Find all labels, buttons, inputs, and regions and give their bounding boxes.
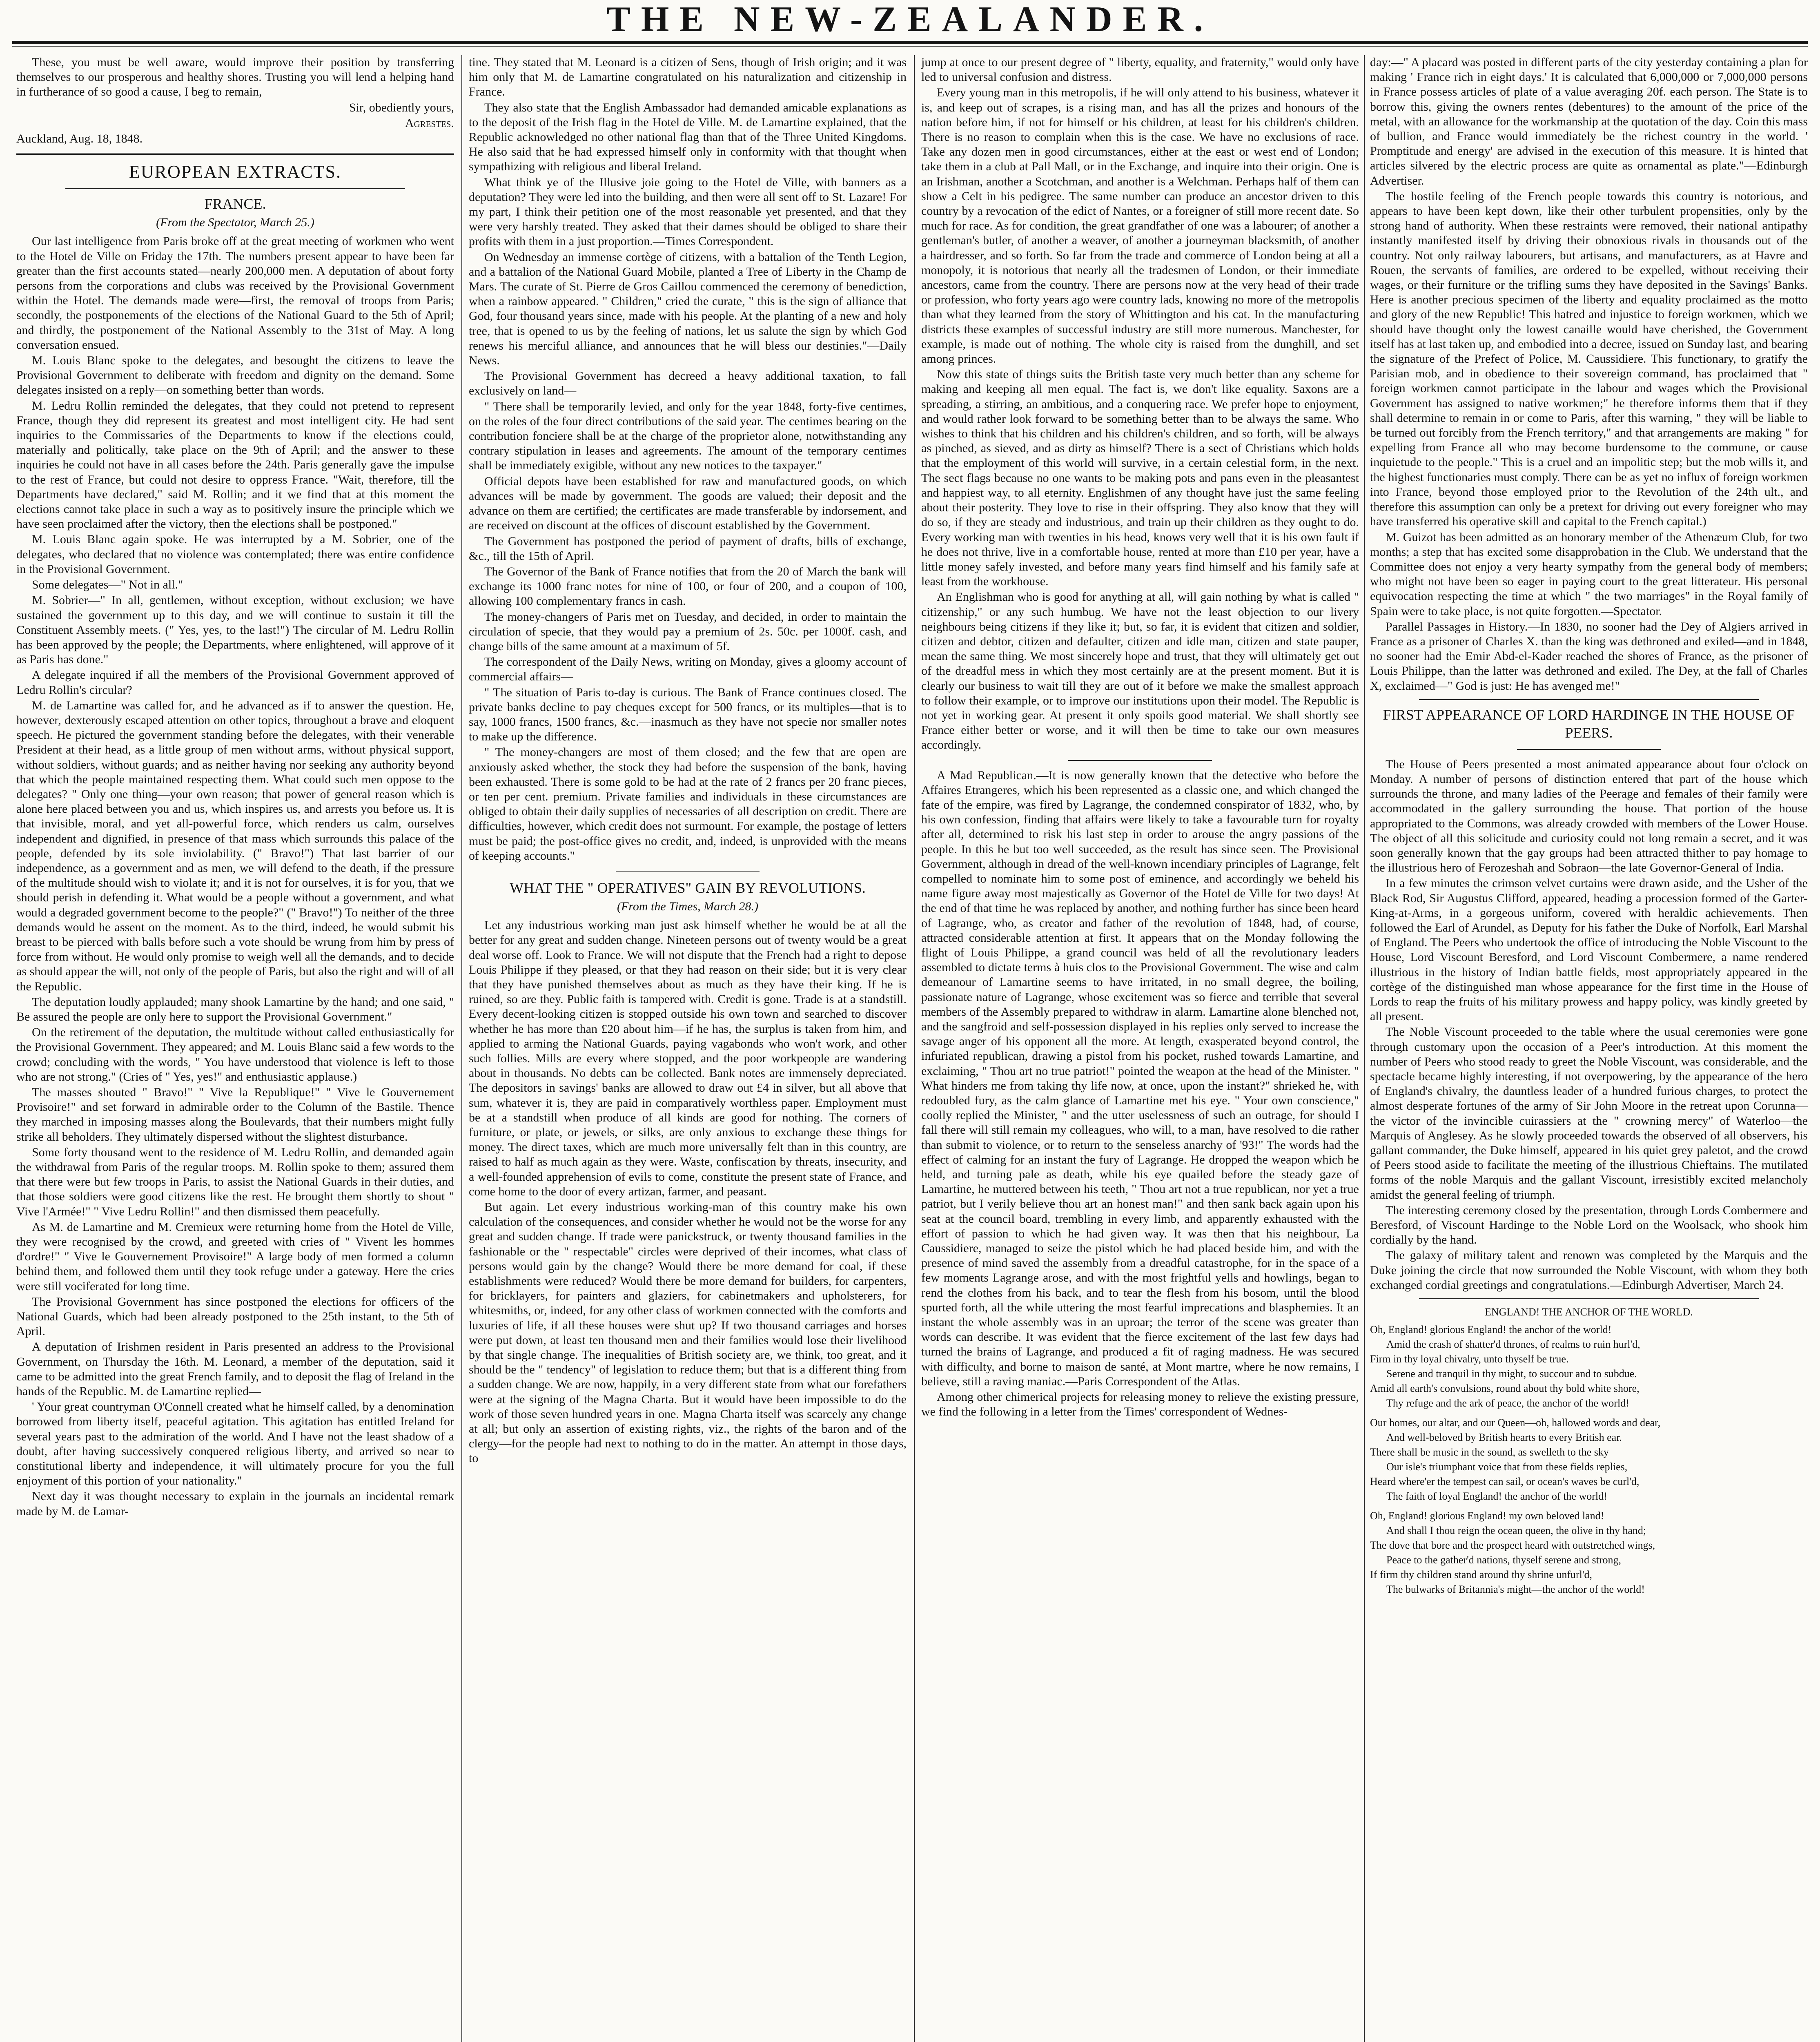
poem-line: Our isle's triumphant voice that from these fields replies, (1386, 1461, 1628, 1473)
poem-line: The bulwarks of Britannia's might—the anchor of the world! (1386, 1583, 1645, 1596)
paragraph: In a few minutes the crimson velvet curtains were drawn aside, and the Usher of the Black Rod, Sir Augustus Clifford, appeared, heading a procession formed of the Garter-King-at-Arms, in a gorgeous uniform, covered with heraldic achievements. Then followed the Earl of Arundel, as Deputy for his father the Duke of Norfolk, Earl Marshal of England. The Peers who undertook the office of introducing the Noble Viscount to the House, Lord Viscount Beresford, and Lord Viscount Combermere, a name rendered illustrious in the history of Indian battle fields, most appropriately appeared in the cortège of the distinguished man whose appearance for the first time in the House of Lords to reap the fruits of his military prowess and happy policy, was kindly greeted by all present. (1370, 876, 1808, 1023)
column-4 (1370, 55, 1808, 2042)
paragraph: jump at once to our present degree of " liberty, equality, and fraternity," would only have led to universal confusion and distress. (921, 56, 1359, 84)
paragraph: The interesting ceremony closed by the presentation, through Lords Combermere and Beresford, of Viscount Hardinge to the Noble Lord on the Woolsack, who shook him cordially by the hand. (1370, 1203, 1808, 1247)
paragraph: They also state that the English Ambassador had demanded amicable explanations as to the deposit of the Irish flag in the Hotel de Ville. M. de Lamartine explained, that the Republic acknowledged no other national flag than that of the Three United Kingdoms. He also said that he had expressed himself only in conformity with that thought when sympathizing with religious and liberal Ireland. (469, 100, 907, 174)
article-title-hardinge: FIRST APPEARANCE OF LORD HARDINGE IN THE HOUSE OF PEERS. (1383, 706, 1795, 741)
poem-line: Serene and tranquil in thy might, to succour and to subdue. (1386, 1368, 1637, 1380)
paragraph: M. Guizot has been admitted as an honorary member of the Athenæum Club, for two months; a step that has excited some disapprobation in the Club. We understand that the Committee does not enjoy a very hearty sympathy from the general body of members; who might not have been so eager in paying court to the great litterateur. His personal equivocation respecting the time at which " the two marriages" in the Royal family of Spain were to take place, is not quite forgotten.—Spectator. (1370, 530, 1808, 618)
paragraph: On the retirement of the deputation, the multitude without called enthusiastically for the Provisional Government. They appeared; and M. Louis Blanc said a few words to the crowd; concluding with the words, " You have understood that violence is left to those who are not strong." (Cries of " Yes, yes!" and enthusiastic applause.) (16, 1025, 454, 1083)
letter-paragraph: These, you must be well aware, would improve their position by transferring themselves to our prosperous and healthy shores. Trusting you will lend a helping hand in furtherance of so good a cause, I beg to remain, (16, 56, 454, 99)
paragraph: Now this state of things suits the British taste very much better than any scheme for making and keeping all men equal. The fact is, we don't like equality. Saxons are a spreading, a stirring, an ambitious, and a conquering race. We prefer hope to enjoyment, and would rather look forward to be something better than to be always the same. Who wishes to think that his children and his children's children, and so forth, will be always as pinched, as sieved, and as dirty as himself? There is a sect of Christians which holds that the employment of this world will survive, in a certain celestial form, in the next. The sect flags because no one wants to be making pots and pans even in the pleasantest and happiest way, to all eternity. Englishmen of any thought have just the same feeling about their posterity. They love to rise in their offspring. They also know that they will do so, if they are steady and industrious, and train up their children as they ought to do. Every working man with twenties in his head, knows very well that it is his own fault if he does not thrive, live in a comfortable house, rented at more than £10 per year, have a little money safely invested, and before many years find himself and his family safe at least from the workhouse. (921, 368, 1359, 589)
poem-line: Oh, England! glorious England! the anchor of the world! (1370, 1324, 1612, 1336)
paragraph: As M. de Lamartine and M. Cremieux were returning home from the Hotel de Ville, they were recognised by the crowd, and greeted with cries of " Vivent les hommes d'ordre!" " Vive le Gouvernement Provisoire!" A large body of men formed a column behind them, and followed them until they took refuge under a gateway. Here the cries were still vociferated for long time. (16, 1220, 454, 1293)
divider (1068, 760, 1212, 761)
paragraph: Among other chimerical projects for releasing money to relieve the existing pressure, we find the following in a letter from the Times' correspondent of Wednes- (921, 1390, 1359, 1419)
paragraph: The correspondent of the Daily News, writing on Monday, gives a gloomy account of commercial affairs— (469, 655, 907, 684)
divider (65, 188, 405, 189)
paragraph: Our last intelligence from Paris broke off at the great meeting of workmen who went to the Hotel de Ville on Friday the 17th. The numbers present appear to have been far greater than the first accounts stated—nearly 200,000 men. A deputation of about forty persons from the corporations and clubs was received by the Provisional Government within the Hotel. The demands made were—first, the removal of troops from Paris; secondly, the postponements of the elections of the National Guard to the 5th of April; and thirdly, the postponement of the National Assembly to the 31st of May. A long conversation ensued. (16, 234, 454, 352)
poem-line: Peace to the gather'd nations, thyself serene and strong, (1386, 1554, 1622, 1566)
paragraph: On Wednesday an immense cortège of citizens, with a battalion of the Tenth Legion, and a battalion of the National Guard Mobile, planted a Tree of Liberty in the Champ de Mars. The curate of St. Pierre de Gros Caillou commenced the ceremony of benediction, when a rainbow appeared. " Children," cried the curate, " this is the sign of alliance that God, four thousand years since, made with his people. At the planting of a new and holy tree, that is opened to us by the feeling of nations, let us salute the sign by which God renews his merciful alliance, and announces that he will bless our destinies."—Daily News. (469, 250, 907, 368)
column-rule (914, 55, 915, 2042)
column-1 (16, 55, 454, 2042)
paragraph: " The money-changers are most of them closed; and the few that are open are anxiously asked whether, the stock they had before the suspension of the bank, having been exhausted. There is some gold to be had at the rate of 2 francs per 20 franc pieces, or ten per cent. premium. Private families and individuals in these circumstances are obliged to obtain their daily supplies of necessaries of all description on credit. There are difficulties, however, which credit does not surmount. For example, the postage of letters must be paid; the post-office gives no credit, and, indeed, is unprovided with the means of keeping accounts." (469, 745, 907, 863)
poem-line: Our homes, our altar, and our Queen—oh, hallowed words and dear, (1370, 1417, 1661, 1429)
paragraph: An Englishman who is good for anything at all, will gain nothing by what is called " citizenship," or any such humbug. We have not the least objection to our livery neighbours being citizens if they like it; but, so far, it is evident that citizen and soldier, citizen and debtor, citizen and defaulter, citizen and idle man, citizen and state pauper, mean the same thing. We most sincerely hope and trust, that they will ultimately get out of the dreadful mess in which they most certainly are at the present moment. But it is clearly our business to wait till they are out of it before we make the smallest approach to follow their example, or to improve our institutions upon their model. The Republic is not yet in working gear. At present it only spoils good material. We shall shortly see France either better or worse, and it will then be time to take our own measures accordingly. (921, 590, 1359, 752)
paragraph: What think ye of the Illusive joie going to the Hotel de Ville, with banners as a deputation? They were led into the building, and then were all sent off to St. Lazare! For my part, I think their petition one of the most reasonable yet presented, and that they were very harshly treated. They asked that their dames should be obliged to share their profits with them in a just proportion.—Times Correspondent. (469, 175, 907, 248)
poem-line: There shall be music in the sound, as swelleth to the sky (1370, 1446, 1609, 1458)
paragraph: The deputation loudly applauded; many shook Lamartine by the hand; and one said, " Be assured the people are only here to support the Provisional Government." (16, 995, 454, 1023)
paragraph: The Governor of the Bank of France notifies that from the 20 of March the bank will exchange its 1000 franc notes for nine of 100, or four of 200, and a coupon of 100, allowing 100 complementary francs in cash. (469, 564, 907, 608)
paragraph: Some forty thousand went to the residence of M. Ledru Rollin, and demanded again the withdrawal from Paris of the regular troops. M. Rollin spoke to them; assured them that there were but few troops in Paris, to assist the National Guards in their duties, and that those soldiers were good citizens like the rest. He brought them shortly to shout " Vive l'Armée!" " Vive Ledru Rollin!" and then dismissed them peacefully. (16, 1145, 454, 1218)
article-source: (From the Times, March 28.) (617, 899, 759, 913)
paragraph: The money-changers of Paris met on Tuesday, and decided, in order to maintain the circulation of specie, that they would pay a premium of 2s. 50c. per 1000f. cash, and change bills of the same amount at a maximum of 5f. (469, 610, 907, 653)
paragraph: The galaxy of military talent and renown was completed by the Marquis and the Duke joining the circle that now surrounded the Noble Viscount, with whom they both exchanged cordial greetings and congratulations.—Edinburgh Advertiser, March 24. (1370, 1248, 1808, 1292)
paragraph: The Provisional Government has since postponed the elections for officers of the National Guards, which had been already postponed to the 25th instant, to the 5th of April. (16, 1295, 454, 1338)
poem-line: If firm thy children stand around thy shrine unfurl'd, (1370, 1569, 1593, 1581)
paragraph: Official depots have been established for raw and manufactured goods, on which advances will be made by government. The goods are valued; their deposit and the advance on them are certified; the certificates are made transferable by indorsement, and are received on discount at the offices of discount established by the Government. (469, 474, 907, 533)
paragraph: M. Louis Blanc spoke to the delegates, and besought the citizens to leave the Provisional Government to deliberate with freedom and dignity on the demand. Some delegates insisted on a reply—on something better than words. (16, 354, 454, 397)
paragraph-mad-republican: A Mad Republican.—It is now generally known that the detective who before the Affaires Etrangeres, which his been represented as a classic one, and which changed the fate of the empire, was fired by Lagrange, the condemned conspirator of 1832, who, by his own confession, finding that affairs were likely to take a favourable turn for royalty after all, determined to risk his last step in order to arouse the angry passions of the people. In this he but too well succeeded, as the result has since seen. The Provisional Government, although in dread of the well-known incendiary principles of Lagrange, felt compelled to nominate him to some post of eminence, and accordingly we beheld his name figure away most majestically as Governor of the Hotel de Ville for two days! At the end of that time he was replaced by another, and nothing further has since been heard of Lagrange, who, as creator and father of the revolution of 1848, had, of course, attracted considerable attention at first. It appears that on the Monday following the flight of Louis Philippe, a grand council was held of all the revolutionary leaders assembled to dictate terms à huis clos to the Provisional Government. The wise and calm demeanour of Lamartine seems to have irritated, in no small degree, the boiling, passionate nature of Lagrange, whose excitement was so fierce and terrible that several members of the Assembly prepared to withdraw in alarm. Lamartine alone blenched not, and the sangfroid and self-possession displayed in his replies only served to increase the savage anger of his opponent all the more. At length, exasperated beyond control, the infuriated republican, drawing a pistol from his pocket, rushed towards Lamartine, and exclaiming, " Thou art no true patriot!" pointed the weapon at the head of the Minister. " What hinders me from taking thy life now, at once, upon the instant?" shrieked he, with redoubled fury, as the calm glance of Lamartine met his eye. " Your own conscience," coolly replied the Minister, " and the utter uselessness of such an outrage, for should I fall there will still remain my colleagues, who will, to a man, have resolved to die rather than submit to violence, or to return to the senseless anarchy of '93!" The words had the effect of calming for an instant the fury of Lagrange. He dropped the weapon which he held, and turning pale as death, while his eye quailed before the steady gaze of Lamartine, he muttered between his teeth, " Thou art not a true republican, nor yet a true patriot, but I verily believe thou art an honest man!" and then sank back again upon his seat at the council board, trembling in every limb, and apparently exhausted with the effort of passion to which he had given way. It was then that his neighbour, La Caussidiere, managed to seize the pistol which he had placed beside him, and with the presence of mind saved the assembly from a dreadful catastrophe, for in the space of a few moments Lagrange arose, and with the most frightful yells and howlings, began to rend the clothes from his back, and to tear the flesh from his bosom, until the blood spurted forth, all the while uttering the most fearful imprecations and blasphemies. It an instant the whole assembly was in an uproar; the terror of the scene was greater than words can describe. It was evident that the fierce excitement of the last few days had turned the brains of Lagrange, and produced a fit of raging madness. He was secured with difficulty, and borne to maison de santé, at Mont martre, where he now remains, I believe, still a raving maniac.—Paris Correspondent of the Atlas. (921, 768, 1359, 1388)
poem-line: Firm in thy loyal chivalry, unto thyself be true. (1370, 1353, 1569, 1365)
poem-line: Thy refuge and the ark of peace, the anchor of the world! (1386, 1397, 1629, 1409)
paragraph: A delegate inquired if all the members of the Provisional Government approved of Ledru Rollin's circular? (16, 668, 454, 697)
poem-line: And shall I thou reign the ocean queen, the olive in thy hand; (1386, 1525, 1646, 1537)
paragraph: M. de Lamartine was called for, and he advanced as if to answer the question. He, however, dexterously escaped attention on other topics, throughout a brave and eloquent speech. He pictured the government standing before the delegates, with their venerable President at their head, as a little group of men without arms, without physical support, without soldiers, without guards; and as neither having nor seeking any authority beyond that which the people maintained respecting them. What could such men oppose to the delegates? " Only one thing—your own reason; that power of general reason which is alone here placed between you and us, which inspires us, and arrests you before us. It is that invisible, moral, and yet all-powerful force, which renders us calm, ourselves independent and dignified, in presence of that mass which surrounds this palace of the people, defended by its sole inviolability. (" Bravo!") That last barrier of our independence, as a government and as men, we will defend to the death, if the pressure of the multitude should wish to violate it; and it is not for ourselves, it is for you, that we should perish in defending it. What would be a people without a government, and what would a degraded government become to the people?" (" Bravo!") To neither of the three demands would he assent on the moment. As to the third, indeed, he would submit his breast to be pierced with balls before such a vote should be wrung from him by press of force from without. He would only promise to weigh well all the demands, and to decide as should appear the will, not only of the people of Paris, but also the right and will of all the Republic. (16, 698, 454, 993)
poem-line: The dove that bore and the prospect heard with outstretched wings, (1370, 1539, 1655, 1552)
paragraph: M. Sobrier—" In all, gentlemen, without exception, without exclusion; we have sustained the government up to this day, and we will continue to sustain it till the Constituent Assembly meets. (" Yes, yes, to the last!") The circular of M. Ledru Rollin has been approved by the people; the Departments, where enlightened, will approve of it as Paris has done." (16, 593, 454, 667)
section-rule (16, 153, 454, 155)
poem-line: Amid all earth's convulsions, round about thy bold white shore, (1370, 1382, 1640, 1395)
article-title-france: FRANCE. (204, 196, 266, 212)
poem-line: Amid the crash of shatter'd thrones, of realms to ruin hurl'd, (1386, 1338, 1640, 1351)
paragraph: A deputation of Irishmen resident in Paris presented an address to the Provisional Government, on Thursday the 16th. M. Leonard, a member of the deputation, said it came to be admitted into the great French family, and to deposit the flag of Ireland in the hands of the Republic. M. de Lamartine replied— (16, 1340, 454, 1398)
paragraph: The Provisional Government has decreed a heavy additional taxation, to fall exclusively on land— (469, 369, 907, 398)
article-title-operatives: WHAT THE " OPERATIVES" GAIN BY REVOLUTIONS. (510, 879, 866, 896)
letter-signature: Agrestes. (405, 116, 454, 130)
poem (1370, 1323, 1808, 1596)
column-2 (469, 55, 907, 2042)
section-title: EUROPEAN EXTRACTS. (129, 162, 342, 182)
poem-line: The faith of loyal England! the anchor of the world! (1386, 1490, 1607, 1503)
paragraph: ' Your great countryman O'Connell created what he himself called, by a denomination borrowed from liberty itself, peaceful agitation. This agitation has entitled Ireland for several years past to the admiration of the world. And I have not the least shadow of a doubt, after having successively conquered religious liberty, and arrived so near to constitutional liberty and independence, it will ultimately procure for you the full enjoyment of this portion of your nationality." (16, 1400, 454, 1488)
paragraph: The House of Peers presented a most animated appearance about four o'clock on Monday. A number of persons of distinction entered that part of the house which surrounds the throne, and many ladies of the Peerage and females of their family were accommodated in the gallery surrounding the house. That portion of the house appropriated to the Commons, was already crowded with members of the Lower House. The object of all this solicitude and curiosity could not long remain a secret, and it was soon generally known that the gay groups had been attracted thither to pay homage to the illustrious hero of Ferozeshah and Sobraon—the late Governor-General of India. (1370, 757, 1808, 875)
column-3 (921, 55, 1359, 2042)
paragraph: The Government has postponed the period of payment of drafts, bills of exchange, &c., till the 15th of April. (469, 534, 907, 563)
poem-title: ENGLAND! THE ANCHOR OF THE WORLD. (1485, 1306, 1693, 1318)
poem-line: And well-beloved by British hearts to every British ear. (1386, 1431, 1622, 1444)
poem-line: Oh, England! glorious England! my own beloved land! (1370, 1510, 1604, 1522)
paragraph: tine. They stated that M. Leonard is a citizen of Sens, though of Irish origin; and it was him only that M. de Lamartine congratulated on his naturalization and citizenship in France. (469, 56, 907, 99)
paragraph: Next day it was thought necessary to explain in the journals an incidental remark made by M. de Lamar- (16, 1489, 454, 1518)
paragraph: Let any industrious working man just ask himself whether he would be at all the better for any great and sudden change. Nineteen persons out of twenty would be a great deal worse off. Look to France. We will not dispute that the French had a right to depose Louis Philippe if they pleased, or that they had reason on their side; but it is very clear that they have punished themselves about as much as they have their king. If he is ruined, so are they. Public faith is tampered with. Credit is gone. Trade is at a standstill. Every decent-looking citizen is stopped outside his own town and searched to discover whether he has more than £20 about him—if he has, the surplus is taken from him, and applied to arming the National Guards, paying vagabonds who won't work, and other such follies. Mills are every where stopped, and the poor workpeople are wandering about in thousands. No debts can be collected. Bank notes are immensely depreciated. The depositors in savings' banks are allowed to draw out £4 in silver, but all above that sum, whatever it is, they are paid in comparatively worthless paper. Employment must be at a standstill when produce of all kinds are good for nothing. The corners of furniture, or plate, or jewels, or silks, are only anxious to exchange these things for money. The direct taxes, which are much more universally felt than in this country, are raised to half as much again as they were. Waste, confiscation by threats, insecurity, and a well-founded apprehension of evils to come, constitute the present state of France, and come home to the door of every artizan, farmer, and peasant. (469, 918, 907, 1198)
paragraph: Every young man in this metropolis, if he will only attend to his business, whatever it is, and keep out of scrapes, is a rising man, and has all the prizes and honours of the nation before him, if not for himself or his children, at least for his children's children. There is no reason to complain when this is the case. We have no exclusions of race. Take any dozen men in good circumstances, either at the east or west end of London; take them in a club at Pall Mall, or in the Exchange, and inquire into their origin. One is an Irishman, another a Scotchman, and another is a Welchman. Perhaps half of them can show a Celt in his pedigree. The same number can produce an ancestor driven to this country by a revocation of the edict of Nantes, or a foreigner of still more recent date. So much for race. As for condition, the great grandfather of one was a labourer; of another a gentleman's butler, of another a weaver, of another a journeyman blacksmith, of another a hairdresser, and so forth. So far from the trade and commerce of London being at all a monopoly, it is notorious that nearly all the tradesmen of London, or their immediate ancestors, came from the country. There are persons now at the very head of their trade or profession, who forty years ago were country lads, knowing no more of the metropolis than what they learned from the story of Whittington and his cat. In the manufacturing districts these examples of successful industry are still more numerous. Manchester, for example, is made out of nothing. The whole city is raised from the dunghill, and set among princes. (921, 86, 1359, 366)
article-source: (From the Spectator, March 25.) (156, 216, 314, 230)
divider (1517, 749, 1661, 750)
divider (1419, 699, 1759, 700)
paragraph: " There shall be temporarily levied, and only for the year 1848, forty-five centimes, on the roles of the four direct contributions of the said year. The centimes bearing on the contribution fonciere shall be at the charge of the proprietor alone, notwithstanding any contrary stipulation in leases and agreements. The amount of the temporary centimes shall be immediately exigible, without any new notices to the taxpayer." (469, 399, 907, 473)
paragraph: The Noble Viscount proceeded to the table where the usual ceremonies were gone through customary upon the occasion of a Peer's introduction. At this moment the number of Peers who stood ready to greet the Noble Viscount, was considerable, and the spectacle became highly interesting, if not overpowering, by the appearance of the hero of England's chivalry, the dauntless leader of a hundred furious charges, to protect the almost desperate fortunes of the army of Sir John Moore in the retreat upon Corunna—the victor of the invincible cuirassiers at the " crowning mercy" of Waterloo—the Marquis of Anglesey. As he slowly proceeded towards the observed of all observers, his gallant commander, the Duke himself, appeared in his quiet grey paletot, and the crowd of Peers stood aside to facilitate the meeting of the illustrious Chieftains. The mutilated forms of the noble Marquis and the gallant Viscount, irresistibly excited melancholy amidst the general feeling of triumph. (1370, 1025, 1808, 1202)
divider (616, 871, 760, 872)
masthead: THE NEW-ZEALANDER. (606, 0, 1214, 39)
divider (1419, 1298, 1759, 1299)
paragraph: The hostile feeling of the French people towards this country is notorious, and appears to have been kept down, like their other turbulent propensities, only by the strong hand of authority. When these restraints were removed, their national antipathy instantly manifested itself by driving their obnoxious rivals in thousands out of the country. Not only railway labourers, but artisans, and manufacturers, as at Havre and Rouen, the servants of families, are ordered to be expelled, without receiving their wages, or their furniture or the trifling sums they have deposited in the Savings' Banks. Here is another precious specimen of the liberty and equality proclaimed as the motto and glory of the new Republic! This hatred and injustice to foreign workmen, which we should have thought only the lowest canaille would have cherished, the Government itself has at last taken up, and embodied into a decree, issued on Sunday last, and bearing the signature of the Prefect of Police, M. Caussidiere. This functionary, to gratify the Parisian mob, and in obedience to their sovereign command, has proclaimed that " foreign workmen cannot participate in the labour and wages which the Provisional Government has assigned to native workmen;" he therefore informs them that if they shall determine to remain in or come to Paris, after this warning, " they will be liable to be turned out forcibly from the French territory," and that arrangements are making " for expelling from France all who may become burdensome to the commune, or cause inquietude to the people." This is a cruel and an impolitic step; but the mob wills it, and the highest functionaries must comply. There can be as yet no influx of foreign workmen into France, beyond those employed prior to the Revolution of the 24th ult., and therefore this assumption can only be a pretext for driving out every foreigner who may have transferred his operative skill and capital to the French capital.) (1370, 189, 1808, 528)
paragraph-parallel-passages: Parallel Passages in History.—In 1830, no sooner had the Dey of Algiers arrived in France as a prisoner of Charles X. than the king was dethroned and exiled—and in 1848, no sooner had the Emir Abd-el-Kader reached the shores of France, as the prisoner of Louis Philippe, than the latter was dethroned and exiled. The Dey, at the fall of Charles X, exclaimed—" God is just: He has avenged me!" (1370, 620, 1808, 693)
letter-dateline: Auckland, Aug. 18, 1848. (16, 132, 143, 146)
paragraph: But again. Let every industrious working-man of this country make his own calculation of the consequences, and consider whether he would not be the worse for any great and sudden change. If trade were panickstruck, or twenty thousand families in the fashionable or the " respectable" circles were deprived of their incomes, what class of persons would gain by the change? Would there be more demand for coal, if these establishments were reduced? Would there be more demand for builders, for carpenters, for bricklayers, for painters and glaziers, for cabinetmakers and upholsterers, for whitesmiths, or, indeed, for any other class of workmen connected with the comforts and luxuries of life, if all these houses were shut up? If two thousand carriages and horses were put down, at least ten thousand men and their families would lose their livelihood by that single change. The inequalities of British society are, we think, too great, and it should be the " tendency" of legislation to reduce them; but that is a different thing from a sudden change. We are now, happily, in a very different state from what our forefathers were at the signing of the Magna Charta. But it would have been impossible to do the work of those seven hundred years in one. Magna Charta itself was scarcely any change at all; but only an assertion of existing rights, viz., the rights of the baron and of the clergy—for the people had next to nothing to do in the matter. An attempt in those days, to (469, 1200, 907, 1465)
paragraph: M. Louis Blanc again spoke. He was interrupted by a M. Sobrier, one of the delegates, who declared that no violence was contemplated; there was entire confidence in the Provisional Government. (16, 533, 454, 576)
column-rule (1364, 55, 1365, 2042)
poem-line: Heard where'er the tempest can sail, or ocean's waves be curl'd, (1370, 1476, 1640, 1488)
column-rule (461, 55, 462, 2042)
paragraph: Some delegates—" Not in all." (32, 578, 183, 592)
masthead-rule (12, 41, 1808, 47)
paragraph: M. Ledru Rollin reminded the delegates, that they could not pretend to represent France, though they did represent its greatest and most intelligent city. He had sent inquiries to the Commissaries of the Departments to know if the elections could, materially and politically, take place on the 9th of April; and the answer to these inquiries he could not have in all cases before the 24th. Paris generally gave the impulse to the rest of France, but could not desire to oppress France. "Wait, therefore, till the Departments have declared," said M. Rollin; and it we find that at this moment the elections cannot take place in such a way as to positively insure the principle which we have seen proclaimed after the victory, then the elections shall be postponed." (16, 399, 454, 531)
letter-close: Sir, obediently yours, (349, 100, 454, 114)
paragraph: day:—" A placard was posted in different parts of the city yesterday containing a plan for making ' France rich in eight days.' It is calculated that 6,000,000 or 7,000,000 persons in France possess articles of plate of a value averaging 20f. each person. The State is to borrow this, giving the owners rentes (debentures) to the amount of the price of the metal, with an allowance for the workmanship at the quotation of the day. Coin this mass of bullion, and France would immediately be the richest country in the world. ' Promptitude and energy' are advised in the execution of this measure. It is hinted that articles silvered by the electric process are quite as ornamental as plate."—Edinburgh Advertiser. (1370, 56, 1808, 187)
paragraph: " The situation of Paris to-day is curious. The Bank of France continues closed. The private banks decline to pay cheques except for 500 francs, or its multiples—that is to say, 1000 francs, 1500 francs, &c.—inasmuch as they have not specie nor smaller notes to make up the difference. (469, 685, 907, 744)
paragraph: The masses shouted " Bravo!" " Vive la Republique!" " Vive le Gouvernement Provisoire!" and set forward in admirable order to the Column of the Bastile. Thence they marched in imposing masses along the Boulevards, that their numbers might fully strike all beholders. They ultimately dispersed without the slightest disturbance. (16, 1086, 454, 1144)
